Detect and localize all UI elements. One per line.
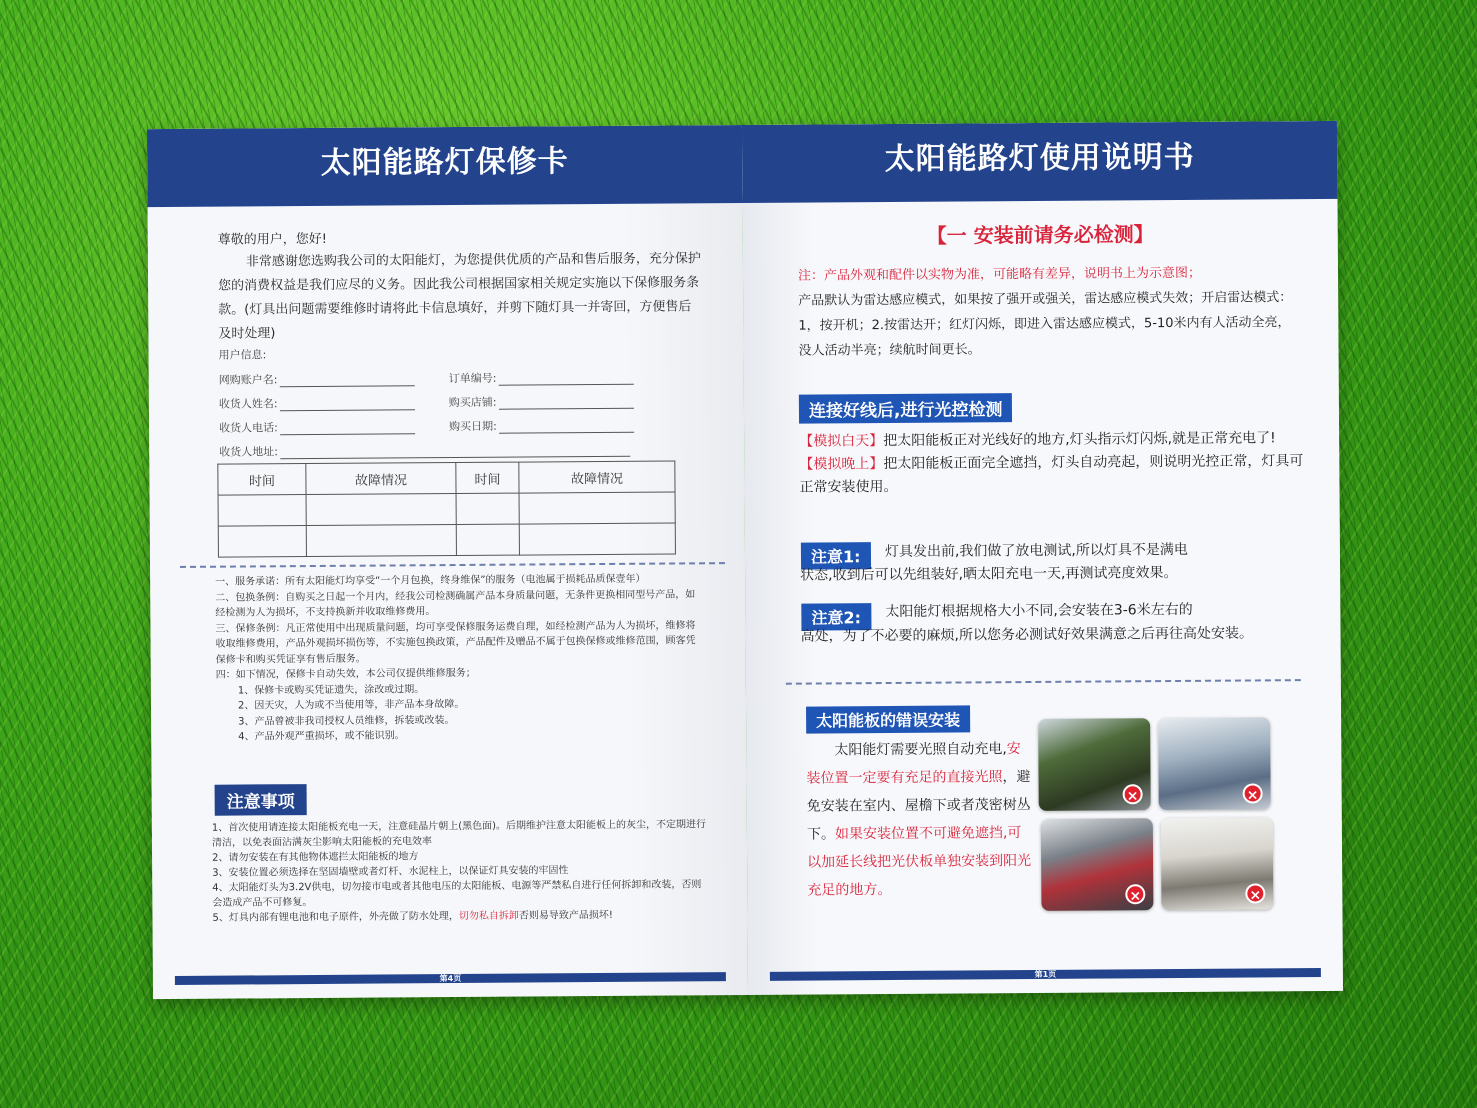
warranty-card-title: 太阳能路灯保修卡 bbox=[147, 135, 742, 191]
term-subitem: 2、因天灾，人为或不当使用等，非产品本身故障。 bbox=[237, 698, 465, 712]
table-cell[interactable] bbox=[456, 524, 519, 555]
term-item: 四：如下情况，保修卡自动失效，本公司仅提供维修服务； bbox=[215, 667, 476, 681]
warranty-card-page bbox=[147, 125, 748, 999]
note1-text-cont: 状态,收到后可以先组装好,晒太阳充电一天,再测试亮度效果。 bbox=[800, 564, 1178, 584]
page-number: 第4页 bbox=[175, 972, 726, 985]
term-item: 三、保修条例：凡正常使用中出现质量问题，均可享受保修服务运费自理，如经检测产品为人为损坏，维修将收取维修费用，产品外观损坏损伤等，不实施包换政策，产品配件及赠品不属于包换保修或维修范围，顾客凭保修卡和购买凭证享有售后服务。 bbox=[215, 619, 696, 666]
notice-item: 3、安装位置必须选择在坚固墙壁或者灯杆、水泥柱上，以保证灯具安装的牢固性 bbox=[212, 865, 569, 879]
warning-text: 如果安装位置不可避免遮挡,可以加延长线把光伏板单独安装到阳光充足的地方。 bbox=[807, 825, 1032, 899]
divider bbox=[786, 679, 1301, 685]
fault-record-table bbox=[217, 460, 676, 557]
purchase-date-field[interactable] bbox=[449, 417, 634, 434]
table-cell[interactable] bbox=[218, 495, 306, 527]
cross-icon: × bbox=[1243, 783, 1263, 803]
term-subitem: 4、产品外观严重损坏，或不能识别。 bbox=[238, 730, 405, 743]
night-tag: 【模拟晚上】 bbox=[799, 456, 884, 473]
notice-warning: 切勿私自拆卸 bbox=[458, 910, 519, 923]
wrong-install-photos bbox=[1038, 717, 1284, 914]
col-header: 故障情况 bbox=[306, 463, 456, 495]
col-header: 时间 bbox=[218, 464, 306, 496]
account-field[interactable] bbox=[219, 370, 415, 387]
fill-line[interactable] bbox=[499, 398, 634, 410]
notice-item: 4、太阳能灯头为3.2V供电，切勿接市电或者其他电压的太阳能板、电源等严禁私自进行任何拆卸和改装，否则会造成产品不可修复。 bbox=[212, 879, 702, 909]
term-subitem: 1、保修卡或购买凭证遗失，涂改或过期。 bbox=[237, 683, 425, 697]
notice-heading: 注意事项 bbox=[215, 784, 307, 816]
warning-text: 安装位置一定要有充足的直接光照 bbox=[806, 741, 1021, 787]
notice-item: 1、首次使用请连接太阳能板充电一天，注意硅晶片朝上(黑色面)。后期维护注意太阳能板上的灰尘，不定期进行清洁，以免表面沾满灰尘影响太阳能板的充电效率 bbox=[211, 819, 707, 849]
fill-line[interactable] bbox=[498, 374, 633, 386]
manual-page bbox=[742, 121, 1343, 995]
table-cell[interactable] bbox=[456, 493, 519, 524]
table-cell[interactable] bbox=[306, 494, 456, 526]
notice-text: 5、灯具内部有锂电池和电子原件，外壳做了防水处理， bbox=[212, 911, 459, 924]
wall-mounted-photo bbox=[1161, 817, 1274, 910]
radar-mode-text: 产品默认为雷达感应模式，如果按了强开或强关，雷达感应模式失效；开启雷达模式：1，按开机；2.按雷达开；红灯闪烁，即进入雷达感应模式，5-10米内有人活动全亮，没人活动半亮；续航时间更长。 bbox=[798, 290, 1293, 359]
field-label: 购买店铺: bbox=[448, 395, 497, 410]
light-control-text bbox=[799, 427, 1304, 500]
note1-badge: 注意1: bbox=[801, 542, 871, 569]
fill-line[interactable] bbox=[499, 422, 634, 434]
field-label: 网购账户名: bbox=[218, 373, 278, 387]
cross-icon: × bbox=[1245, 883, 1265, 903]
tree-shade-photo bbox=[1038, 718, 1151, 811]
greeting: 尊敬的用户，您好! bbox=[217, 231, 328, 248]
day-text: 把太阳能板正对光线好的地方,灯头指示灯闪烁,就是正常充电了! bbox=[883, 430, 1276, 450]
booklet bbox=[147, 121, 1343, 999]
wrong-install-text bbox=[806, 735, 1032, 905]
store-field[interactable] bbox=[449, 393, 634, 410]
intro-text: 非常感谢您选购我公司的太阳能灯，为您提供优质的产品和售后服务，充分保护您的消费权益是我们应尽的义务。因此我公司根据国家相关规定实施以下保修服务条款。(灯具出问题需要维修时请将此卡信息填好，并剪下随灯具一并寄回，方便售后及时处理) bbox=[218, 251, 701, 342]
text: 太阳能灯需要光照自动充电, bbox=[834, 741, 1007, 759]
day-tag: 【模拟白天】 bbox=[799, 433, 884, 450]
table-header-row bbox=[218, 461, 675, 495]
col-header: 时间 bbox=[456, 462, 519, 493]
notice-item bbox=[212, 907, 709, 925]
field-label: 购买日期: bbox=[449, 419, 497, 434]
term-item: 一、服务承诺：所有太阳能灯均享受“一个月包换，终身维保”的服务（电池属于损耗品质保壹年） bbox=[215, 573, 646, 588]
section-title: 【一 安装前请务必检测】 bbox=[926, 222, 1154, 248]
appearance-note: 注：产品外观和配件以实物为准，可能略有差异，说明书上为示意图； bbox=[797, 265, 1202, 284]
term-item: 二、包换条例：自购买之日起一个月内，经我公司检测确属产品本身质量问题，无条件更换相同型号产品，如经检测为人为损坏，不支持换新并收取维修费用。 bbox=[215, 588, 696, 619]
receiver-address-field[interactable] bbox=[219, 441, 630, 460]
field-label: 订单编号: bbox=[448, 371, 497, 386]
notice-item: 2、请勿安装在有其他物体遮拦太阳能板的地方 bbox=[212, 851, 419, 864]
col-header: 故障情况 bbox=[519, 461, 675, 493]
note2-badge: 注意2: bbox=[801, 603, 871, 630]
table-cell[interactable] bbox=[519, 492, 675, 524]
table-row[interactable] bbox=[218, 492, 675, 526]
field-label: 收货人地址: bbox=[219, 445, 278, 459]
cut-line bbox=[180, 562, 725, 568]
under-eaves-photo bbox=[1041, 818, 1154, 911]
fill-line[interactable] bbox=[280, 399, 415, 411]
cross-icon: × bbox=[1123, 784, 1143, 804]
night-text: 把太阳能板正面完全遮挡，灯头自动亮起，则说明光控正常，灯具可正常安装使用。 bbox=[799, 453, 1304, 496]
order-no-field[interactable] bbox=[449, 369, 634, 386]
cross-icon: × bbox=[1125, 884, 1145, 904]
fill-line[interactable] bbox=[280, 446, 630, 459]
term-subitem: 3、产品曾被非我司授权人员维修，拆装或改装。 bbox=[238, 714, 455, 728]
table-cell[interactable] bbox=[218, 526, 306, 558]
light-control-heading: 连接好线后,进行光控检测 bbox=[799, 393, 1013, 423]
user-info-label: 用户信息: bbox=[218, 348, 267, 362]
receiver-phone-field[interactable] bbox=[219, 418, 415, 435]
table-cell[interactable] bbox=[306, 525, 456, 557]
table-cell[interactable] bbox=[519, 523, 675, 555]
notice-text: 否则易导致产品损坏! bbox=[518, 909, 613, 922]
note2-text: 太阳能灯根据规格大小不同,会安装在3-6米左右的 bbox=[885, 601, 1193, 621]
field-label: 收货人电话: bbox=[219, 421, 278, 435]
field-label: 收货人姓名: bbox=[218, 397, 278, 411]
receiver-name-field[interactable] bbox=[219, 394, 415, 411]
service-terms bbox=[215, 571, 704, 745]
fill-line[interactable] bbox=[279, 375, 414, 387]
manual-title: 太阳能路灯使用说明书 bbox=[742, 131, 1337, 187]
table-row[interactable] bbox=[218, 523, 675, 557]
fill-line[interactable] bbox=[280, 423, 415, 435]
indoor-panel-photo bbox=[1158, 717, 1271, 810]
note1-text: 灯具发出前,我们做了放电测试,所以灯具不是满电 bbox=[884, 541, 1188, 561]
page-number: 第1页 bbox=[770, 968, 1321, 981]
text: ，避免安装在室内、屋檐下或者茂密树丛下。 bbox=[806, 769, 1031, 843]
note2-text-cont: 高处，为了不必要的麻烦,所以您务必测试好效果满意之后再往高处安装。 bbox=[800, 625, 1254, 645]
notice-list bbox=[212, 817, 710, 925]
wrong-install-heading: 太阳能板的错误安装 bbox=[806, 705, 970, 733]
